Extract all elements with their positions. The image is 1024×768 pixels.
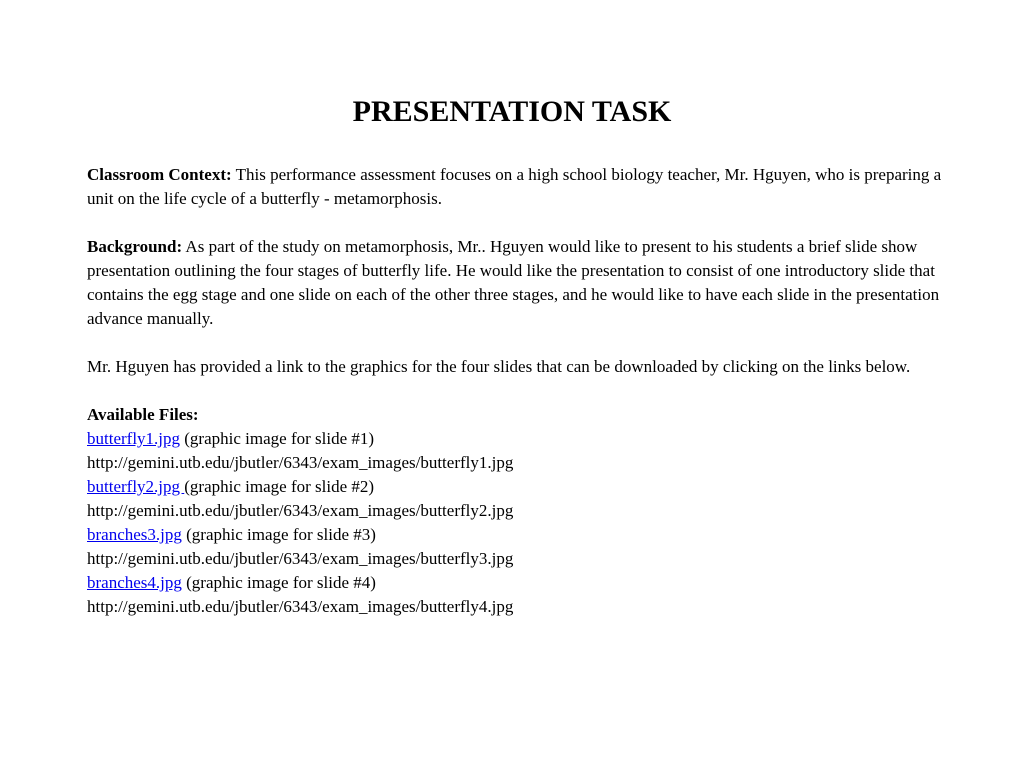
file-link-branches3[interactable]: branches3.jpg	[87, 525, 182, 544]
file-description: (graphic image for slide #1)	[180, 429, 375, 448]
available-files-heading: Available Files:	[87, 405, 199, 424]
background-label: Background:	[87, 237, 183, 256]
file-url: http://gemini.utb.edu/jbutler/6343/exam_images/butterfly2.jpg	[87, 501, 514, 520]
background-text: As part of the study on metamorphosis, Mr.. Hguyen would like to present to his students a brief slide show presentation outlining the four stages of butterfly life. He would like the presentation to consist of one introductory slide that contains the egg stage and one slide on each of the other three stages, and he would like to have each slide in the presentation advance manually.	[87, 237, 940, 328]
file-url: http://gemini.utb.edu/jbutler/6343/exam_images/butterfly3.jpg	[87, 549, 514, 568]
file-link-butterfly2[interactable]: butterfly2.jpg	[87, 477, 185, 496]
file-item	[87, 571, 947, 595]
background-paragraph	[87, 235, 947, 331]
graphics-note-paragraph: Mr. Hguyen has provided a link to the graphics for the four slides that can be downloaded by clicking on the links below.	[87, 357, 911, 376]
file-item	[87, 427, 947, 451]
file-description: (graphic image for slide #3)	[181, 525, 376, 544]
file-item	[87, 475, 947, 499]
file-link-butterfly1[interactable]: butterfly1.jpg	[87, 429, 181, 448]
classroom-context-text: This performance assessment focuses on a high school biology teacher, Mr. Hguyen, who is preparing a unit on the life cycle of a butterfly - metamorphosis.	[87, 165, 942, 208]
file-description: (graphic image for slide #2)	[184, 477, 375, 496]
available-files-section	[87, 403, 947, 619]
document-body	[87, 163, 947, 619]
file-url: http://gemini.utb.edu/jbutler/6343/exam_images/butterfly1.jpg	[87, 453, 514, 472]
classroom-context-label: Classroom Context:	[87, 165, 232, 184]
page-title: PRESENTATION TASK	[352, 95, 672, 128]
file-description: (graphic image for slide #4)	[181, 573, 376, 592]
classroom-context-paragraph	[87, 163, 947, 211]
file-link-branches4[interactable]: branches4.jpg	[87, 573, 182, 592]
file-item	[87, 523, 947, 547]
file-url: http://gemini.utb.edu/jbutler/6343/exam_images/butterfly4.jpg	[87, 597, 514, 616]
